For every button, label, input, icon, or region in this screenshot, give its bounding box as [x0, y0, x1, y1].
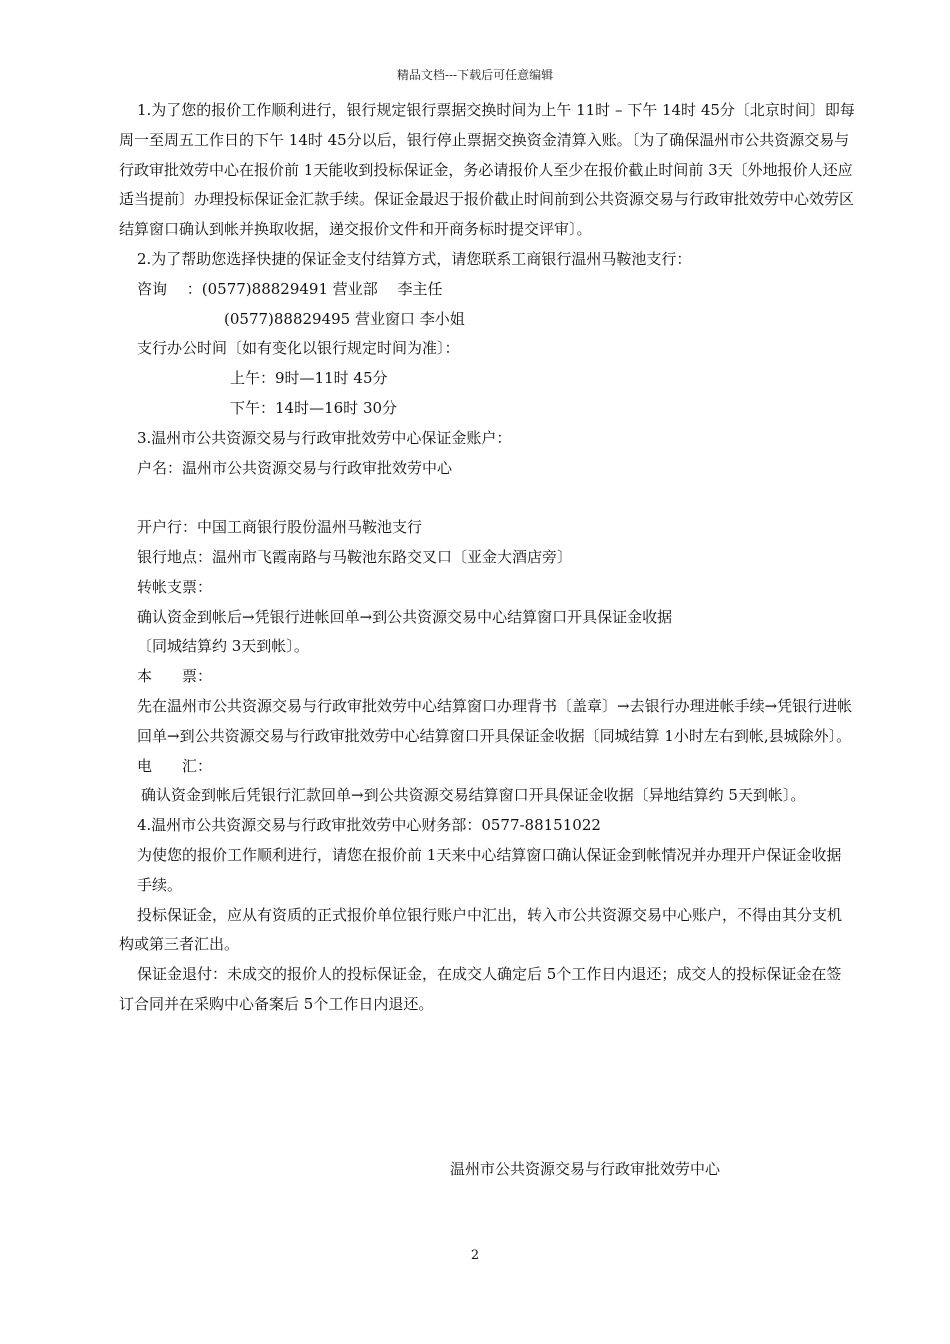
account-name: 户名：温州市公共资源交易与行政审批效劳中心: [137, 458, 453, 477]
blank-line: [137, 483, 855, 513]
paragraph-1: 1.为了您的报价工作顺利进行，银行规定银行票据交换时间为上午 11时 – 下午 14时 45分〔北京时间〕即每周一至周五工作日的下午 14时 45分以后，银行停止票据交换资金清算入账。〔为了确保温州市公共资源交易与行政审批效劳中心在报价前 1天能收到投标保证金，务必请报价人至少在报价截止时间前 3天〔外地报价人还应适当提前〕办理投标保证金汇款手续。保证金最迟于报价截止时间前到公共资源交易与行政审批效劳中心效劳区结算窗口确认到帐并换取收据，递交报价文件和开商务标时提交评审〕。: [119, 101, 855, 239]
draft-title: 本 票：: [137, 667, 213, 686]
transfer-line-1: 确认资金到帐后→凭银行进帐回单→到公共资源交易中心结算窗口开具保证金收据: [137, 607, 673, 626]
document-body: [119, 96, 855, 1020]
paragraph-7: 保证金退付：未成交的报价人的投标保证金，在成交人确定后 5个工作日内退还；成交人的投标保证金在签订合同并在采购中心备案后 5个工作日内退还。: [119, 965, 842, 1013]
paragraph-2: 2.为了帮助您选择快捷的保证金支付结算方式，请您联系工商银行温州马鞍池支行：: [137, 249, 692, 268]
paragraph-5: 为使您的报价工作顺利进行，请您在报价前 1天来中心结算窗口确认保证金到帐情况并办理开户保证金收据手续。: [137, 845, 842, 894]
wire-title: 电 汇：: [137, 756, 213, 775]
paragraph-6: 投标保证金，应从有资质的正式报价单位银行账户中汇出，转入市公共资源交易中心账户，不得由其分支机构或第三者汇出。: [119, 905, 843, 954]
bank-name: 开户行：中国工商银行股份温州马鞍池支行: [137, 518, 423, 537]
draft-body: 先在温州市公共资源交易与行政审批效劳中心结算窗口办理背书〔盖章〕→去银行办理进帐手续→凭银行进帐回单→到公共资源交易与行政审批效劳中心结算窗口开具保证金收据〔同城结算 1小时左右到帐,县城除外〕。: [137, 696, 853, 745]
transfer-title: 转帐支票：: [137, 577, 213, 596]
hours-am: 上午：9时—11时 45分: [230, 369, 388, 388]
page-header: 精品文档---下载后可任意编辑: [396, 68, 554, 82]
signature: 温州市公共资源交易与行政审批效劳中心: [450, 1160, 721, 1178]
paragraph-3: 3.温州市公共资源交易与行政审批效劳中心保证金账户：: [137, 428, 512, 447]
wire-body: 确认资金到帐后凭银行汇款回单→到公共资源交易结算窗口开具保证金收据〔异地结算约 5天到帐〕。: [141, 786, 806, 805]
bank-address: 银行地点：温州市飞霞南路与马鞍池东路交叉口〔亚金大酒店旁〕: [137, 547, 573, 566]
consult-line-2: (0577)88829495 营业窗口 李小姐: [224, 309, 465, 328]
paragraph-4: 4.温州市公共资源交易与行政审批效劳中心财务部：0577-88151022: [137, 816, 601, 835]
hours-title: 支行办公时间〔如有变化以银行规定时间为准〕：: [137, 339, 460, 358]
consult-line-1: 咨询 ：(0577)88829491 营业部 李主任: [137, 279, 443, 298]
hours-pm: 下午：14时—16时 30分: [230, 398, 398, 417]
page-number: 2: [470, 1248, 480, 1263]
transfer-line-2: 〔同城结算约 3天到帐〕。: [137, 637, 309, 656]
